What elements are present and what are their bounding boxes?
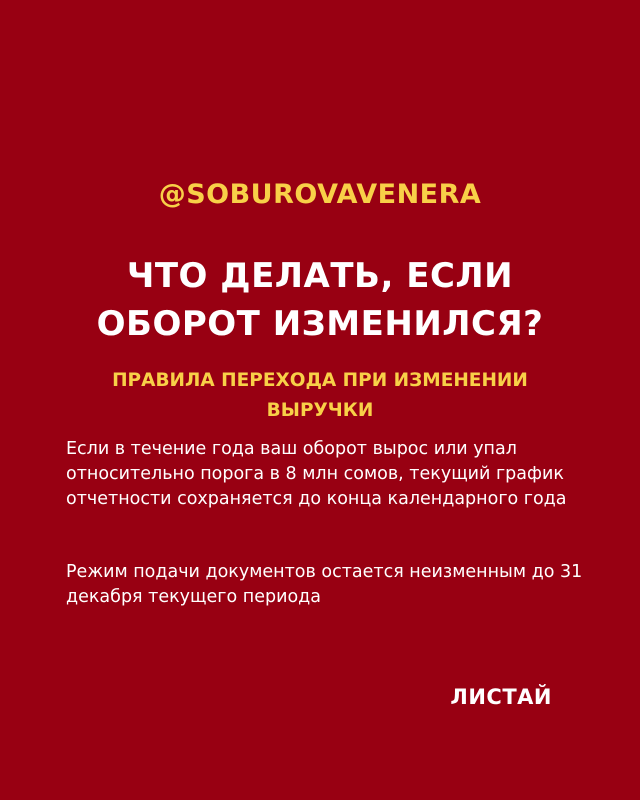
slide-subtitle: ПРАВИЛА ПЕРЕХОДА ПРИ ИЗМЕНЕНИИ ВЫРУЧКИ	[112, 370, 528, 421]
body-paragraph-1: Если в течение года ваш оборот вырос или упал относительно порога в 8 млн сомов, текущий график отчетности сохраняется до конца календарного года	[66, 439, 567, 509]
swipe-cta[interactable]: ЛИСТАЙ	[450, 685, 552, 709]
author-handle: @SOBUROVAVENERA	[158, 179, 482, 210]
slide-title: ЧТО ДЕЛАТЬ, ЕСЛИ ОБОРОТ ИЗМЕНИЛСЯ?	[96, 256, 544, 344]
body-paragraph-2: Режим подачи документов остается неизменным до 31 декабря текущего периода	[66, 562, 583, 607]
